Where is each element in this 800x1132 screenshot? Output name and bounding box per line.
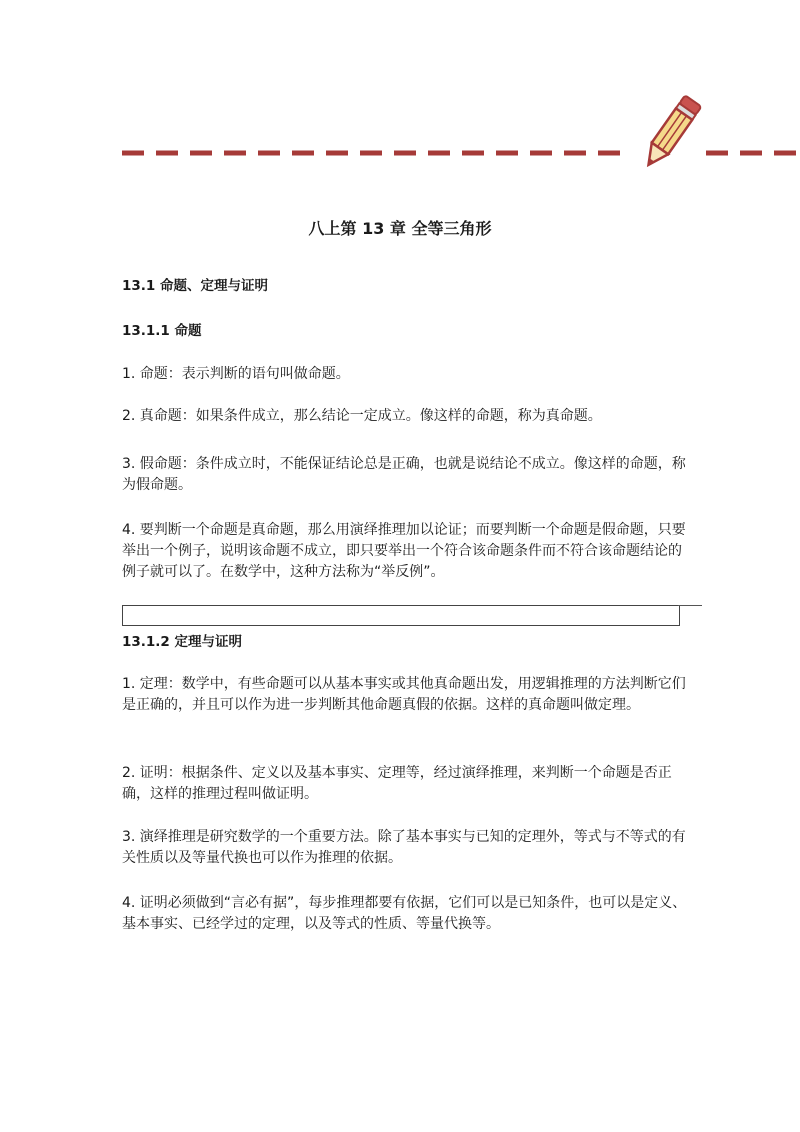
list-item: 1. 命题：表示判断的语句叫做命题。 xyxy=(122,366,350,382)
list-item: 1. 定理：数学中，有些命题可以从基本事实或其他真命题出发，用逻辑推理的方法判断它们是正确的，并且可以作为进一步判断其他命题真假的依据。这样的真命题叫做定理。 xyxy=(122,676,686,713)
pencil-icon xyxy=(640,95,701,170)
subsection-heading-propositions: 13.1.1 命题 xyxy=(122,323,202,339)
divider xyxy=(678,605,702,606)
list-item: 2. 真命题：如果条件成立，那么结论一定成立。像这样的命题，称为真命题。 xyxy=(122,408,602,424)
list-item: 2. 证明：根据条件、定义以及基本事实、定理等，经过演绎推理，来判断一个命题是否正确，这样的推理过程叫做证明。 xyxy=(122,765,672,802)
list-item: 4. 证明必须做到“言必有据”，每步推理都要有依据，它们可以是已知条件，也可以是定义、基本事实、已经学过的定理，以及等式的性质、等量代换等。 xyxy=(122,895,687,932)
list-item: 3. 演绎推理是研究数学的一个重要方法。除了基本事实与已知的定理外，等式与不等式的有关性质以及等量代换也可以作为推理的依据。 xyxy=(122,829,686,866)
list-item: 3. 假命题：条件成立时，不能保证结论总是正确，也就是说结论不成立。像这样的命题，称为假命题。 xyxy=(122,456,686,493)
header-decoration xyxy=(0,95,800,185)
section-heading: 13.1 命题、定理与证明 xyxy=(122,278,269,294)
text-box-frame xyxy=(122,605,680,626)
list-item: 4. 要判断一个命题是真命题，那么用演绎推理加以论证；而要判断一个命题是假命题，只要举出一个例子，说明该命题不成立，即只要举出一个符合该命题条件而不符合该命题结论的例子就可以了。在数学中，这种方法称为“举反例”。 xyxy=(122,522,686,580)
page-title: 八上第 13 章 全等三角形 xyxy=(308,219,492,238)
subsection-heading-theorems: 13.1.2 定理与证明 xyxy=(122,634,243,650)
